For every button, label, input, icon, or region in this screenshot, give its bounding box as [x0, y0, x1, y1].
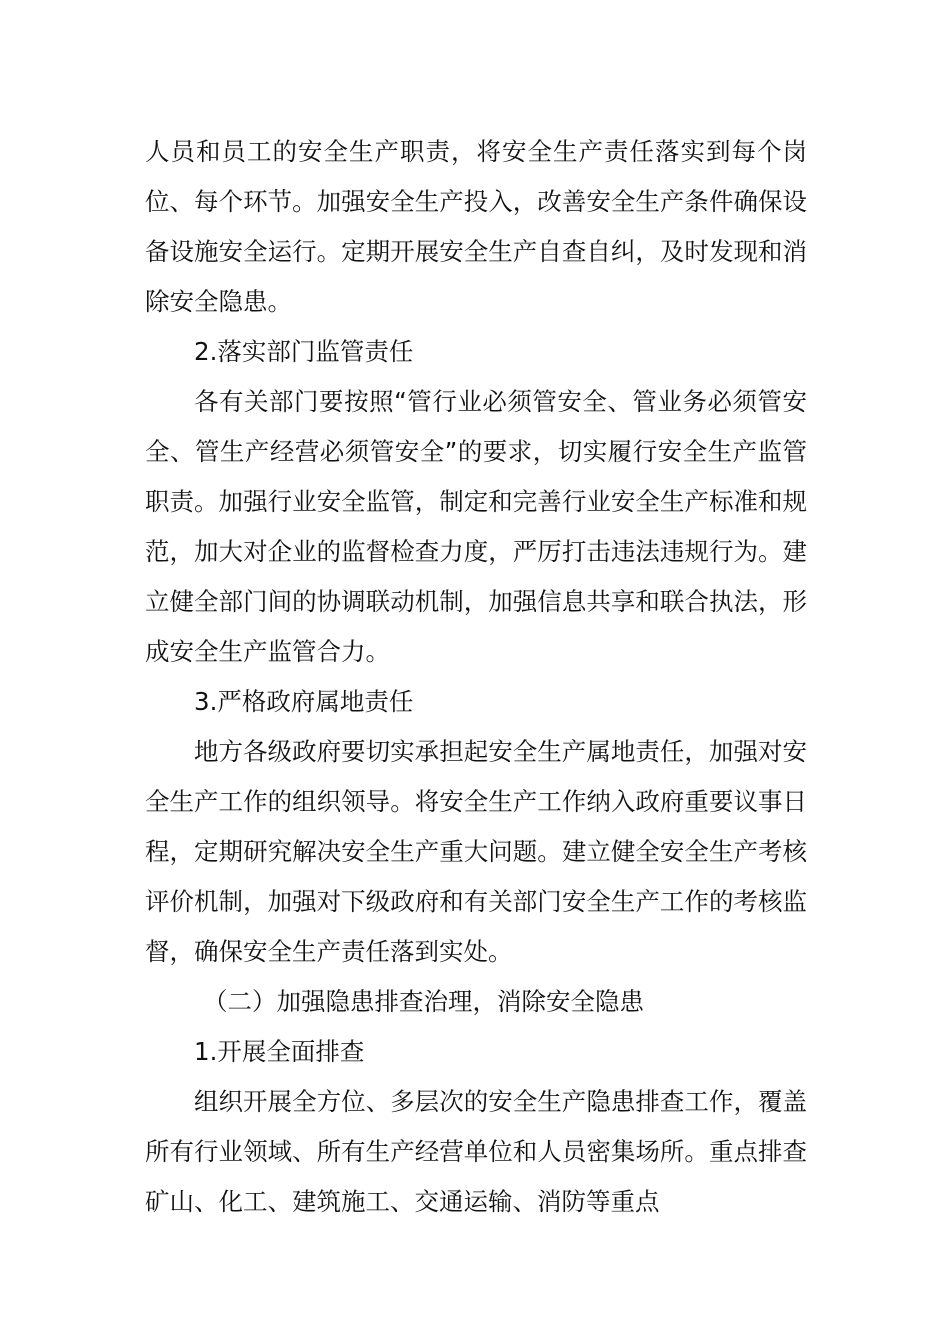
paragraph-full-inspection: 组织开展全方位、多层次的安全生产隐患排查工作，覆盖所有行业领域、所有生产经营单位和人员密集场所。重点排查矿山、化工、建筑施工、交通运输、消防等重点 — [145, 1087, 807, 1216]
paragraph-gov-territorial: 地方各级政府要切实承担起安全生产属地责任，加强对安全生产工作的组织领导。将安全生产工作纳入政府重要议事日程，定期研究解决安全生产重大问题。建立健全安全生产考核评价机制，加强对下级政府和有关部门安全生产工作的考核监督，确保安全生产责任落到实处。 — [145, 737, 807, 966]
paragraph-continuation: 人员和员工的安全生产职责，将安全生产责任落实到每个岗位、每个环节。加强安全生产投入，改善安全生产条件确保设备设施安全运行。定期开展安全生产自查自纠，及时发现和消除安全隐患。 — [145, 137, 807, 316]
heading-full-inspection: 1.开展全面排查 — [194, 1037, 365, 1066]
paragraph-dept-supervision: 各有关部门要按照“管行业必须管安全、管业务必须管安全、管生产经营必须管安全”的要求，切实履行安全生产监管职责。加强行业安全监管，制定和完善行业安全生产标准和规范，加大对企业的监督检查力度，严厉打击违法违规行为。建立健全部门间的协调联动机制，加强信息共享和联合执法，形成安全生产监管合力。 — [145, 387, 807, 666]
section-heading-hazard: （二）加强隐患排查治理，消除安全隐患 — [203, 987, 644, 1016]
heading-gov-territorial: 3.严格政府属地责任 — [194, 687, 414, 716]
heading-dept-supervision: 2.落实部门监管责任 — [194, 337, 414, 366]
document-body — [145, 127, 807, 1227]
